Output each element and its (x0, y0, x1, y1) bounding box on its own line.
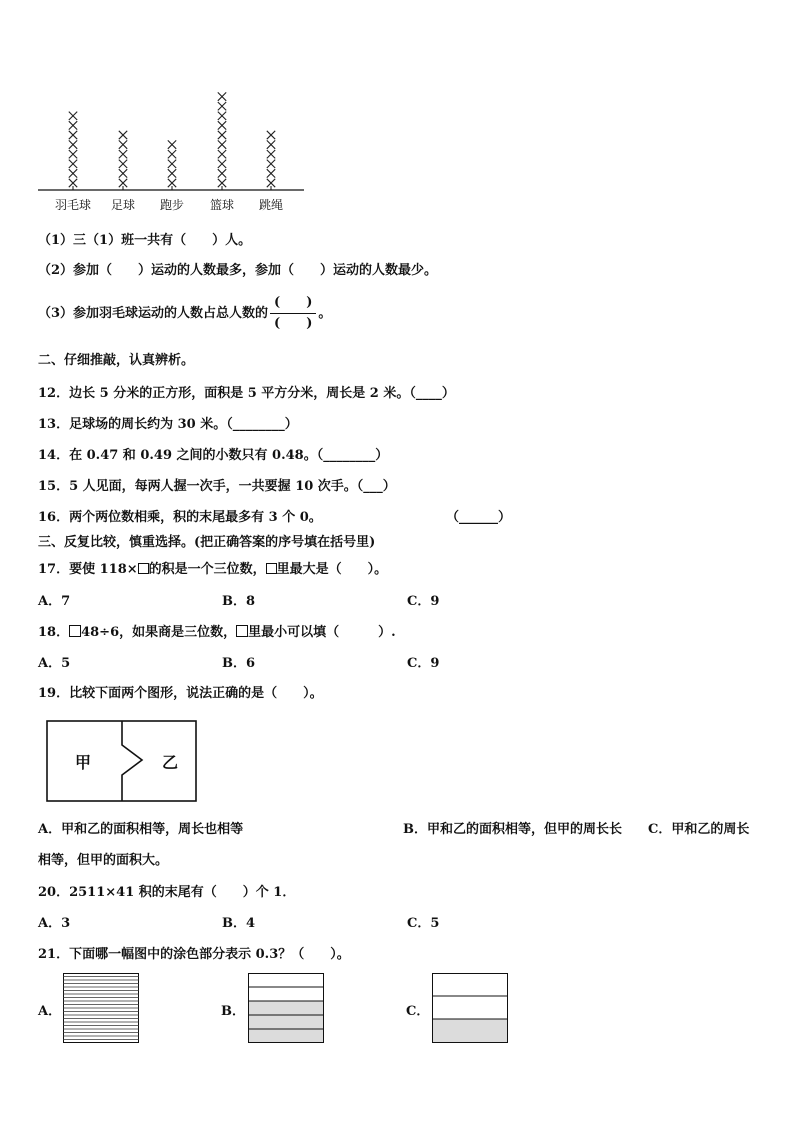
question-18-text-b: 48÷6，如果商是三位数， (81, 625, 237, 640)
q21-option-c[interactable]: C． (406, 1004, 430, 1019)
q21-figure-b (248, 973, 324, 1043)
tally-mark-篮球 (218, 160, 226, 168)
question-15: 15．5 人见面，每两人握一次手，一共要握 10 次手。（___） (38, 479, 396, 494)
tally-mark-跑步 (168, 150, 176, 158)
tally-mark-羽毛球 (69, 112, 77, 120)
q20-option-c[interactable]: C．5 (407, 916, 440, 931)
question-17-text-a: 17．要使 118× (38, 562, 138, 577)
question-17-text-b: 的积是一个三位数， (148, 562, 266, 577)
tally-mark-篮球 (218, 112, 226, 120)
q19-divider (122, 721, 142, 801)
q19-option-b[interactable]: B．甲和乙的面积相等，但甲的周长长 (403, 822, 622, 837)
tally-mark-跳绳 (267, 160, 275, 168)
tally-mark-跳绳 (267, 169, 275, 177)
question-18 (38, 621, 396, 640)
blank-square-icon (138, 563, 149, 574)
tally-mark-足球 (119, 150, 127, 158)
tally-mark-足球 (119, 140, 127, 148)
blank-square-icon (266, 563, 277, 574)
q19-figure (0, 718, 794, 808)
q19-option-c[interactable]: C．甲和乙的周长 (648, 822, 750, 837)
blank-square-icon (236, 625, 248, 637)
tally-mark-跑步 (168, 140, 176, 148)
q19-option-c-continued: 相等，但甲的面积大。 (38, 853, 169, 868)
question-18-text-c: 里最小可以填（ ）. (248, 625, 396, 640)
chart-category-label: 篮球 (209, 198, 235, 212)
question-20: 20．2511×41 积的末尾有（ ）个 1． (38, 885, 296, 900)
tally-mark-跳绳 (267, 150, 275, 158)
tally-mark-跑步 (168, 179, 176, 187)
question-3-text: （3）参加羽毛球运动的人数占总人数的 (38, 306, 269, 321)
tally-mark-篮球 (218, 131, 226, 139)
tally-mark-跳绳 (267, 140, 275, 148)
tally-mark-篮球 (218, 121, 226, 129)
q20-option-b[interactable]: B．4 (222, 916, 256, 931)
fraction-blank (270, 294, 316, 333)
tally-mark-足球 (119, 169, 127, 177)
question-17-text-c: 里最大是（ ）。 (276, 562, 388, 577)
question-19: 19．比较下面两个图形，说法正确的是（ ）。 (38, 686, 323, 701)
question-18-text-a: 18． (38, 625, 70, 640)
tally-mark-跳绳 (267, 179, 275, 187)
q21-option-b[interactable]: B． (221, 1004, 245, 1019)
tally-mark-羽毛球 (69, 131, 77, 139)
q19-option-a[interactable]: A．甲和乙的面积相等，周长也相等 (38, 822, 244, 837)
question-1: （1）三（1）班一共有（ ）人。 (38, 233, 252, 248)
tally-mark-篮球 (218, 169, 226, 177)
section-2-heading: 二、仔细推敲，认真辨析。 (38, 353, 195, 368)
tally-mark-篮球 (218, 150, 226, 158)
q18-option-b[interactable]: B．6 (222, 656, 256, 671)
tally-mark-跑步 (168, 169, 176, 177)
tally-mark-跳绳 (267, 131, 275, 139)
tally-mark-篮球 (218, 179, 226, 187)
tally-mark-足球 (119, 160, 127, 168)
question-3-suffix: 。 (318, 306, 332, 321)
tally-mark-羽毛球 (69, 160, 77, 168)
q21-option-a[interactable]: A． (38, 1004, 62, 1019)
q20-option-a[interactable]: A．3 (38, 916, 71, 931)
chart-category-label: 羽毛球 (54, 198, 92, 212)
tally-mark-跑步 (168, 160, 176, 168)
chart-category-label: 足球 (110, 198, 136, 212)
shape-label-yi: 乙 (162, 753, 179, 772)
question-14: 14．在 0.47 和 0.49 之间的小数只有 0.48。（________） (38, 448, 389, 463)
q17-option-b[interactable]: B．8 (222, 594, 256, 609)
fraction-numerator: ( ) (274, 295, 313, 310)
question-21: 21．下面哪一幅图中的涂色部分表示 0.3？（ ）。 (38, 947, 350, 962)
chart-category-label: 跑步 (159, 198, 185, 212)
question-13: 13．足球场的周长约为 30 米。（________） (38, 417, 298, 432)
tally-mark-羽毛球 (69, 150, 77, 158)
fraction-denominator: ( ) (274, 316, 313, 331)
fraction-bar (270, 313, 316, 314)
q18-option-a[interactable]: A．5 (38, 656, 71, 671)
blank-square-icon (69, 625, 81, 637)
tally-mark-足球 (119, 179, 127, 187)
tally-mark-足球 (119, 131, 127, 139)
q17-option-a[interactable]: A．7 (38, 594, 71, 609)
tally-mark-羽毛球 (69, 121, 77, 129)
q21-figure-a (63, 973, 139, 1043)
q21-figure-c (432, 973, 508, 1043)
q18-option-c[interactable]: C．9 (407, 656, 440, 671)
tally-mark-羽毛球 (69, 179, 77, 187)
tally-mark-篮球 (218, 102, 226, 110)
tally-mark-篮球 (218, 140, 226, 148)
tally-mark-篮球 (218, 92, 226, 100)
question-2: （2）参加（ ）运动的人数最多，参加（ ）运动的人数最少。 (38, 263, 438, 278)
section-3-heading: 三、反复比较，慎重选择。(把正确答案的序号填在括号里) (38, 535, 376, 550)
question-3 (38, 294, 331, 333)
chart-category-label: 跳绳 (258, 198, 284, 212)
tally-mark-羽毛球 (69, 169, 77, 177)
tally-chart (0, 0, 794, 215)
q17-option-c[interactable]: C．9 (407, 594, 440, 609)
question-17 (38, 558, 387, 577)
question-16: 16．两个两位数相乘，积的末尾最多有 3 个 0。 (38, 510, 322, 525)
question-12: 12．边长 5 分米的正方形，面积是 5 平方分米，周长是 2 米。（____） (38, 386, 455, 401)
question-16-blank: （______） (446, 510, 512, 525)
shape-label-jia: 甲 (75, 753, 92, 772)
tally-mark-羽毛球 (69, 140, 77, 148)
